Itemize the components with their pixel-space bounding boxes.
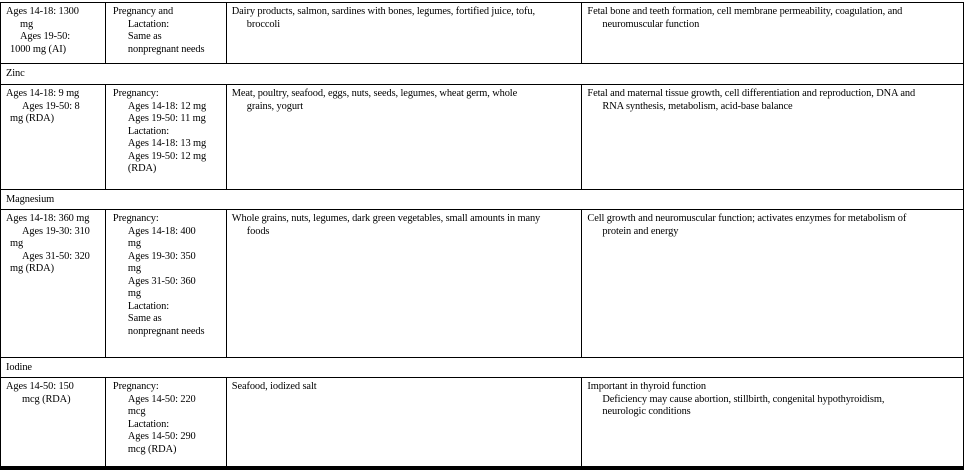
text-line: Ages 14-18: 12 mg bbox=[127, 100, 207, 112]
section-header-row-zinc bbox=[1, 64, 963, 85]
text-line: Same as bbox=[127, 31, 162, 42]
text-line: 1000 mg (AI) bbox=[10, 43, 66, 55]
text-line: Ages 19-50: 11 mg bbox=[127, 113, 206, 124]
text-line: Dairy products, salmon, sardines with bones, legumes, fortified juice, tofu, bbox=[231, 6, 535, 17]
text-line: Ages 19-50: bbox=[20, 31, 70, 42]
text-line: Ages 19-30: 310 bbox=[22, 225, 90, 237]
text-line: Ages 14-50: 150 bbox=[6, 381, 74, 392]
table-row-magnesium bbox=[1, 210, 963, 358]
text-line: neuromuscular function bbox=[602, 18, 700, 30]
cell-functions bbox=[582, 85, 963, 189]
text-line: Pregnancy: bbox=[112, 213, 159, 224]
text-line: Deficiency may cause abortion, stillbirth, congenital hypothyroidism, bbox=[602, 393, 885, 405]
table-row-calcium-continued bbox=[1, 3, 963, 64]
text-line: (RDA) bbox=[127, 163, 157, 174]
cell-pregnancy-lactation-needs bbox=[106, 3, 227, 63]
text-line: mcg (RDA) bbox=[22, 393, 71, 405]
text-line: Ages 14-18: 400 bbox=[127, 225, 196, 237]
text-line: Fetal bone and teeth formation, cell membrane permeability, coagulation, and bbox=[587, 6, 903, 17]
cell-functions bbox=[582, 378, 963, 466]
text-line: Pregnancy: bbox=[112, 381, 159, 392]
text-line: mg bbox=[20, 18, 34, 30]
text-line: Ages 19-30: 350 bbox=[127, 250, 196, 262]
cell-food-sources bbox=[227, 210, 583, 357]
cell-nonpregnant-needs bbox=[1, 210, 106, 357]
text-line: Whole grains, nuts, legumes, dark green vegetables, small amounts in many bbox=[231, 213, 541, 224]
text-line: Ages 14-50: 220 bbox=[127, 393, 196, 405]
text-line: Same as bbox=[127, 313, 162, 324]
text-line: Lactation: bbox=[127, 18, 170, 30]
cell-nonpregnant-needs bbox=[1, 3, 106, 63]
text-line: Seafood, iodized salt bbox=[231, 381, 317, 392]
text-line: Ages 31-50: 360 bbox=[127, 275, 196, 287]
text-line: Ages 19-50: 8 bbox=[22, 100, 80, 112]
text-line: Lactation: bbox=[127, 300, 170, 312]
text-line: mg bbox=[127, 238, 141, 249]
text-line: nonpregnant needs bbox=[127, 43, 205, 55]
text-line: mg (RDA) bbox=[10, 263, 54, 274]
text-line: mg bbox=[10, 238, 24, 249]
cell-functions bbox=[582, 210, 963, 357]
text-line: mg bbox=[127, 288, 141, 299]
cell-nonpregnant-needs bbox=[1, 85, 106, 189]
text-line: Cell growth and neuromuscular function; activates enzymes for metabolism of bbox=[587, 213, 907, 224]
text-line: neurologic conditions bbox=[602, 406, 691, 417]
section-header-row-iodine bbox=[1, 358, 963, 378]
text-line: Ages 14-18: 1300 bbox=[6, 6, 79, 17]
section-label: Magnesium bbox=[6, 194, 55, 205]
text-line: Fetal and maternal tissue growth, cell differentiation and reproduction, DNA and bbox=[587, 88, 916, 99]
text-line: mg bbox=[127, 263, 141, 274]
text-line: protein and energy bbox=[602, 225, 679, 237]
text-line: nonpregnant needs bbox=[127, 325, 205, 337]
text-line: Ages 14-50: 290 bbox=[127, 431, 196, 442]
text-line: Pregnancy and bbox=[112, 6, 174, 17]
text-line: Pregnancy: bbox=[112, 88, 159, 99]
text-line: Ages 19-50: 12 mg bbox=[127, 150, 207, 162]
cell-pregnancy-lactation-needs bbox=[106, 378, 227, 466]
text-line: Important in thyroid function bbox=[587, 381, 706, 392]
text-line: mcg bbox=[127, 406, 146, 417]
text-line: mcg (RDA) bbox=[127, 443, 177, 455]
text-line: Ages 14-18: 360 mg bbox=[6, 213, 90, 224]
section-label: Zinc bbox=[6, 68, 25, 79]
text-line: mg (RDA) bbox=[10, 113, 54, 124]
cell-pregnancy-lactation-needs bbox=[106, 85, 227, 189]
nutrition-table bbox=[0, 2, 964, 470]
text-line: Meat, poultry, seafood, eggs, nuts, seeds, legumes, wheat germ, whole bbox=[231, 88, 518, 99]
text-line: Ages 14-18: 13 mg bbox=[127, 138, 207, 149]
text-line: foods bbox=[246, 225, 270, 237]
section-header-row-magnesium bbox=[1, 190, 963, 210]
text-line: Ages 14-18: 9 mg bbox=[6, 88, 80, 99]
cell-food-sources bbox=[227, 85, 583, 189]
section-label: Iodine bbox=[6, 362, 32, 373]
cell-pregnancy-lactation-needs bbox=[106, 210, 227, 357]
cell-food-sources bbox=[227, 378, 583, 466]
text-line: grains, yogurt bbox=[246, 100, 304, 112]
table-row-zinc bbox=[1, 85, 963, 190]
table-row-iodine bbox=[1, 378, 963, 466]
text-line: broccoli bbox=[246, 18, 281, 30]
text-line: RNA synthesis, metabolism, acid-base balance bbox=[602, 100, 793, 112]
text-line: Ages 31-50: 320 bbox=[22, 250, 90, 262]
cell-food-sources bbox=[227, 3, 583, 63]
text-line: Lactation: bbox=[127, 125, 170, 137]
cell-nonpregnant-needs bbox=[1, 378, 106, 466]
text-line: Lactation: bbox=[127, 418, 170, 430]
cell-functions bbox=[582, 3, 963, 63]
